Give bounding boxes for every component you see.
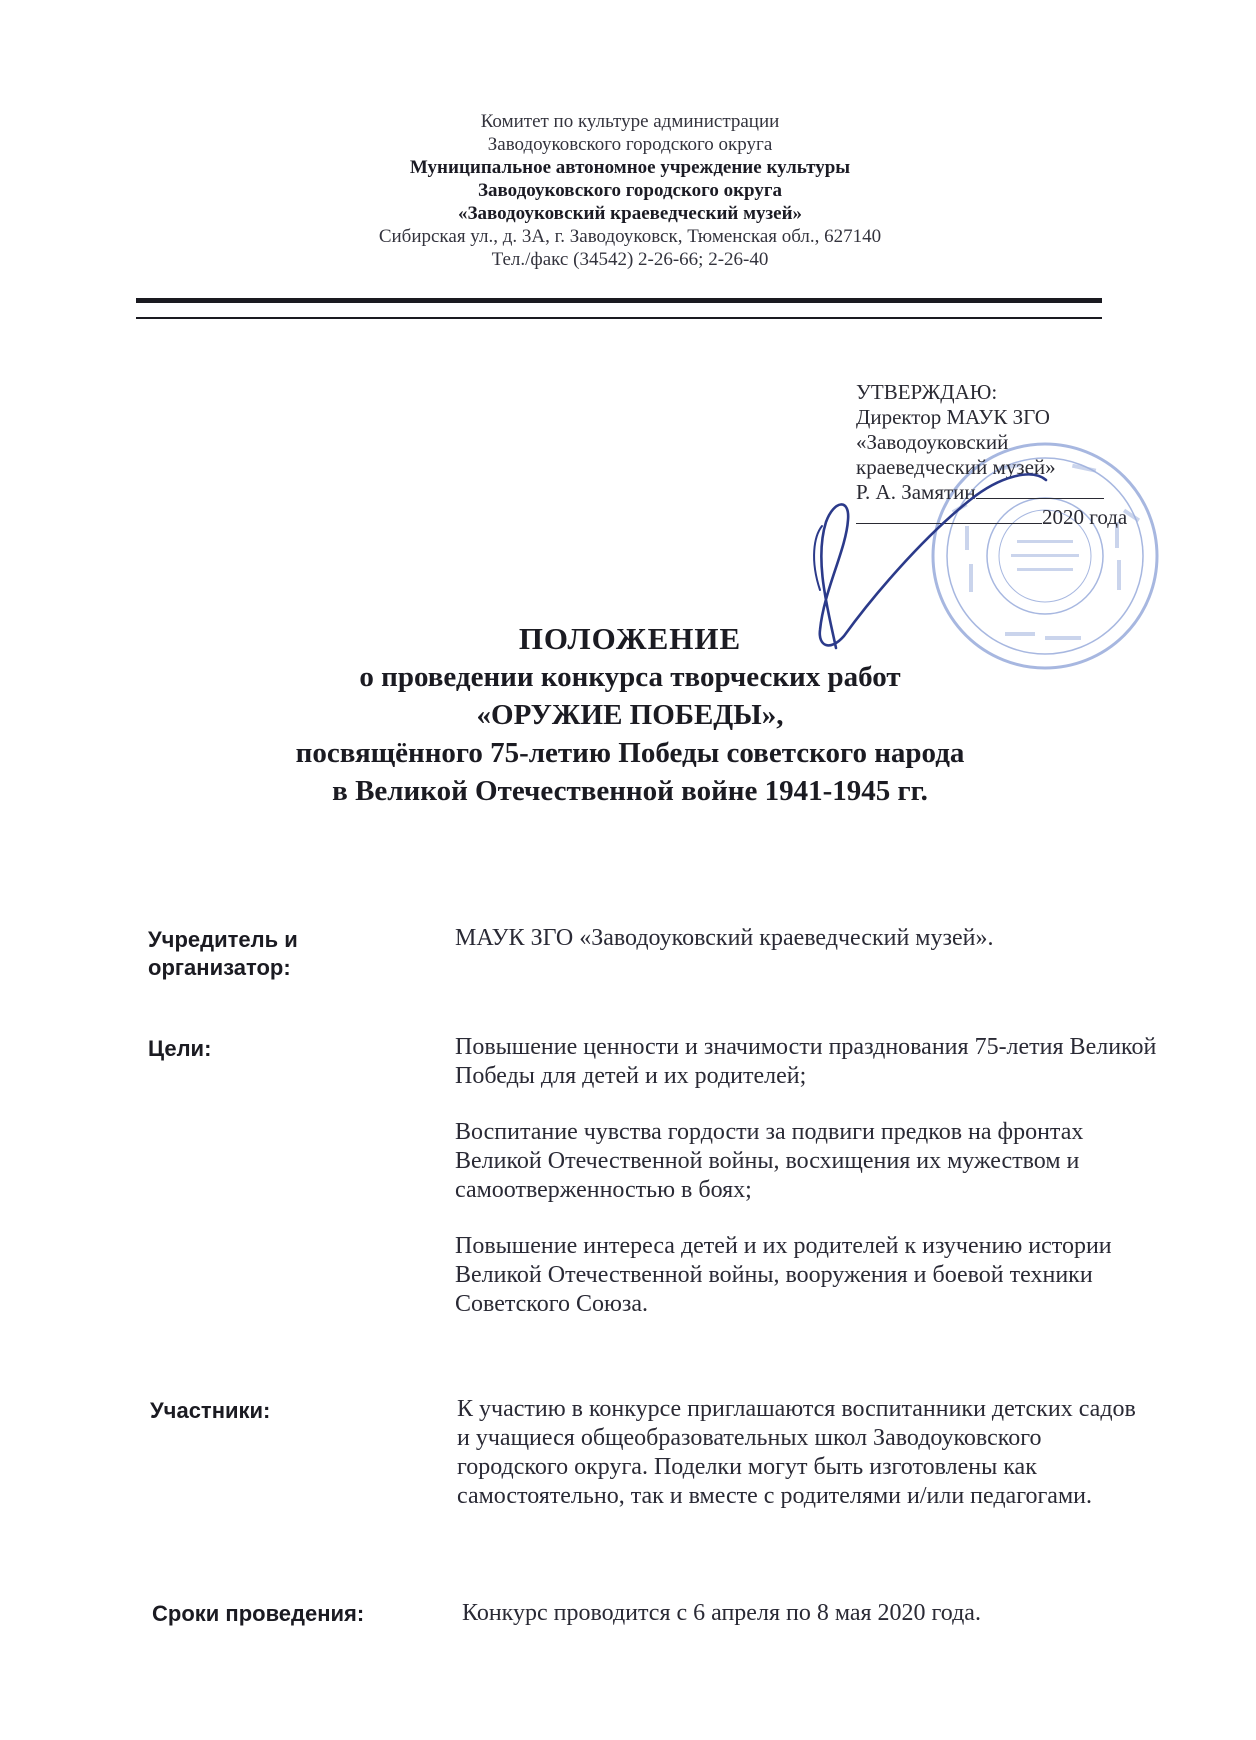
- goal-item-2: Воспитание чувства гордости за подвиги предков на фронтах Великой Отечественной войны, восхищения их мужеством и самоотверженностью в боях;: [455, 1119, 1084, 1203]
- section-goals-label: Цели:: [148, 1036, 212, 1061]
- goal-item-3: Повышение интереса детей и их родителей к изучению истории Великой Отечественной войны, вооружения и боевой техники Советского Союза.: [455, 1233, 1112, 1317]
- section-dates-label: Сроки проведения:: [152, 1601, 365, 1626]
- approval-museum-line2: краеведческий музей»: [856, 455, 1056, 479]
- letterhead-district: Заводоуковского городского округа: [487, 134, 773, 155]
- title-dedication: посвящённого 75-летию Победы советского народа: [295, 737, 965, 769]
- section-dates-text: Конкурс проводится с 6 апреля по 8 мая 2020 года.: [462, 1600, 981, 1626]
- title-contest-name: «ОРУЖИЕ ПОБЕДЫ»,: [476, 699, 784, 731]
- section-goals-list: [455, 1033, 1160, 1346]
- letterhead-institution: Муниципальное автономное учреждение культуры: [409, 157, 851, 178]
- title-war-years: в Великой Отечественной войне 1941-1945 гг.: [332, 775, 928, 807]
- approval-position: Директор МАУК ЗГО: [856, 405, 1050, 429]
- section-founder-text: МАУК ЗГО «Заводоуковский краеведческий музей».: [455, 925, 994, 951]
- letterhead-committee: Комитет по культуре администрации: [480, 111, 780, 132]
- section-participants-label: Участники:: [150, 1398, 271, 1423]
- letterhead-museum-name: «Заводоуковский краеведческий музей»: [457, 203, 803, 224]
- letterhead-divider-thick: [136, 298, 1102, 303]
- letterhead-address: Сибирская ул., д. 3А, г. Заводоуковск, Тюменская обл., 627140: [378, 226, 882, 247]
- document-title: [150, 620, 1110, 810]
- letterhead-phone: Тел./факс (34542) 2-26-66; 2-26-40: [491, 249, 769, 270]
- approval-signatory-name: Р. А. Замятин: [856, 480, 976, 504]
- letterhead-divider-thin: [136, 317, 1102, 319]
- approval-museum-line1: «Заводоуковский: [856, 430, 1009, 454]
- section-founder-label: Учредитель и организатор:: [148, 927, 298, 980]
- section-participants-text: К участию в конкурсе приглашаются воспитанники детских садов и учащиеся общеобразовательных школ Заводоуковского городского округа. Поделки могут быть изготовлены как самостоятельно, так и вместе с родителями и/или педагогами.: [457, 1396, 1136, 1509]
- approval-date-year: 2020 года: [1042, 505, 1128, 529]
- title-subheading: о проведении конкурса творческих работ: [359, 661, 901, 693]
- letterhead: [300, 110, 960, 271]
- title-heading: ПОЛОЖЕНИЕ: [518, 621, 742, 656]
- goal-item-1: Повышение ценности и значимости празднования 75-летия Великой Победы для детей и их родителей;: [455, 1034, 1157, 1089]
- approval-heading: УТВЕРЖДАЮ:: [856, 380, 998, 404]
- letterhead-institution-district: Заводоуковского городского округа: [478, 180, 782, 201]
